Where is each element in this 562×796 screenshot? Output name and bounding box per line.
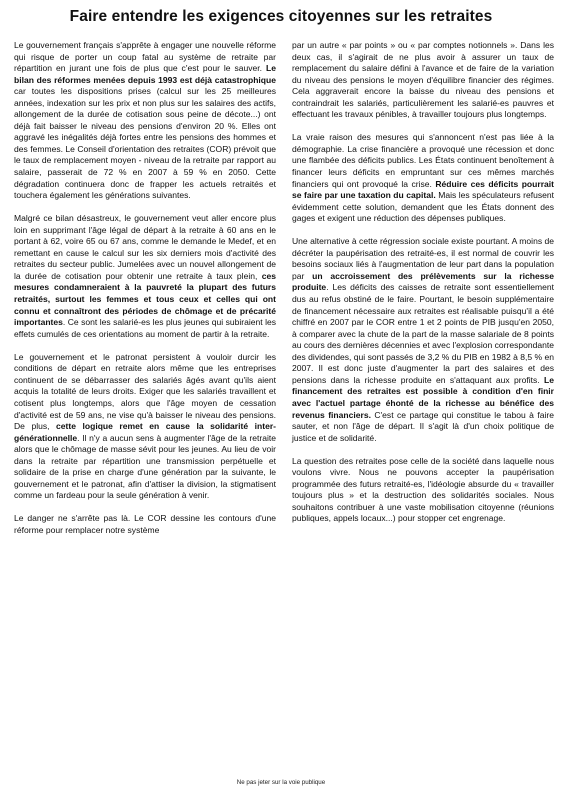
paragraph: [14, 513, 276, 536]
text-run: . Les déficits des caisses de retraite sont essentiellement dus au refus obstiné de le faire. Pourtant, le besoin supplémentaire de financement nécessaire aux retraites est réalisable puisqu'il a été chiffré en 2007 par le COR entre 1 et 2 points de PIB jusqu'en 2050, à comparer avec la chute de la part de la masse salariale de 8 points au cours des dernières décennies et avec l'explosion correspondante des dividendes, qui sont passés de 3,2 % du PIB en 1982 à 8,5 % en 2007. Il est donc juste d'augmenter la part des salaires et des pensions dans la richesse produite en s'attaquant aux profits.: [292, 282, 554, 385]
bold-text: un accroissement des prélèvements sur la richesse produite: [292, 270, 554, 293]
right-column: [292, 40, 554, 525]
text-run: Le gouvernement français s'apprête à engager une nouvelle réforme qui risque de porter un coup fatal au système de retraite par répartition en jurant une fois de plus que c'est pour le sauver.: [14, 40, 276, 74]
paragraph: [14, 40, 276, 202]
text-run: Mais les spéculateurs refusent évidemment cette solution, demandent que les États donnent des gages et exigent une réduction des dépenses publiques.: [292, 190, 555, 224]
text-run: C'est ce partage qui constitue le tabou à faire sauter, et non l'âge de départ. Il s'agit là d'un choix politique de justice et de solidarité.: [292, 409, 554, 443]
paragraph: [14, 213, 276, 340]
bold-text: Réduire ces déficits pourrait se faire par une taxation du capital.: [292, 178, 554, 201]
text-run: La vraie raison des mesures qui s'annoncent n'est pas liée à la démographie. La crise financière a provoqué une récession et donc une flambée des déficits publics. Les États continuent benoîtement à financer leurs déficits en empruntant sur ces mêmes marchés financiers qui ont provoqué la crise.: [292, 132, 554, 189]
text-run: Le gouvernement et le patronat persistent à vouloir durcir les conditions de départ en retraite alors même que les entreprises continuent de se débarrasser des salariés âgés avant qu'ils aient acquis la totalité de leurs droits. Exiger que les salariés travaillent et cotisent plus longtemps, alors que l'âge moyen de cessation d'activité est de 59 ans, ne vise qu'à baisser le niveau des pensions. De plus,: [14, 351, 276, 432]
text-run: car toutes les dispositions prises (calcul sur les 25 meilleures années, indexation sur les prix et non plus sur les salaires des actifs, allongement de la durée de cotisation sous peine de décote...) ont déjà fait baisser le niveau des pensions d'environ 20 %. Elles ont aggravé les inégalités déjà fortes entre les pensions des hommes et des femmes. Le Conseil d'orientation des retraites (COR) prévoit que le taux de remplacement moyen - niveau de la retraite par rapport au salaire, passerait de 72 % en 2007 à 59 % en 2050. Cette dégradation continuera donc de frapper les actuels retraités et touchera également les générations suivantes.: [14, 86, 276, 201]
text-run: . Il n'y a aucun sens à augmenter l'âge de la retraite alors que le chômage de masse sévit pour les jeunes. Au lieu de voir dans la retraite par répartition une transmission perpétuelle et solidaire de la prise en charge d'une génération par la suivante, le gouvernement et le patronat, afin d'attiser la division, la stigmatisent comme un fardeau pour la seule génération à venir.: [14, 432, 276, 501]
paragraph: [292, 40, 554, 121]
bold-text: Le financement des retraites est possible à condition d'en finir avec l'actuel partage éhonté de la richesse au bénéfice des revenus financiers.: [292, 374, 554, 420]
text-run: Malgré ce bilan désastreux, le gouvernement veut aller encore plus loin en supprimant l'âge légal de départ à la retraite à 60 ans en le portant à 62, voire 65 ou 67 ans, comme le demande le Medef, et en remettant en cause le calcul sur les six derniers mois d'activité des retraites du secteur public. Jumelées avec un nouvel allongement de la durée de cotisation pour obtenir une retraite à taux plein,: [14, 213, 276, 281]
bold-text: Le bilan des réformes menées depuis 1993 est déjà catastrophique: [14, 63, 276, 85]
left-column: [14, 40, 276, 537]
text-run: . Ce sont les salarié-es les plus jeunes qui subiraient les effets cumulés de ces orientations au moment de partir à la retraite.: [14, 317, 276, 339]
paragraph: [292, 236, 554, 444]
paragraph: [14, 352, 276, 502]
text-run: par un autre « par points » ou « par comptes notionnels ». Dans les deux cas, il s'agirait de ne plus avoir à assurer un taux de remplacement du salaire défini à l'avance et de faire de la variation du niveau des pensions le moyen d'équilibre financier des régimes. Cela aggraverait encore la baisse du niveau des pensions et contraindrait les salariés, particulièrement les salarié-es pauvres et effectuant les travaux pénibles, à travailler toujours plus longtemps.: [292, 40, 554, 120]
footer-note: Ne pas jeter sur la voie publique: [236, 779, 326, 786]
bold-text: ces mesures condamneraient à la pauvreté la plupart des futurs retraités, surtout les femmes et tous ceux et celles qui ont connu et connaîtront des périodes de chômage et de précarité importantes: [14, 270, 276, 328]
paragraph: [292, 132, 554, 224]
text-run: Le danger ne s'arrête pas là. Le COR dessine les contours d'une réforme pour remplacer notre système: [14, 513, 276, 535]
text-run: Une alternative à cette régression sociale existe pourtant. A moins de décréter la paupérisation des retraité-es, il est normal de couvrir les besoins sociaux liés à l'augmentation de leur part dans la population par: [292, 236, 554, 281]
bold-text: cette logique remet en cause la solidarité inter-générationnelle: [14, 421, 276, 443]
document-title: Faire entendre les exigences citoyennes sur les retraites: [69, 8, 493, 25]
text-run: La question des retraites pose celle de la société dans laquelle nous voulons vivre. Nous ne pouvons accepter la paupérisation programmée des futurs retraité-es, l'idéologie absurde du « travailler toujours plus » et la destruction des solidarités sociales. Nous souhaitons contribuer à une vaste mobilisation citoyenne (réunions publiques, appels locaux...) pour stopper cet engrenage.: [292, 455, 554, 524]
paragraph: [292, 456, 554, 525]
